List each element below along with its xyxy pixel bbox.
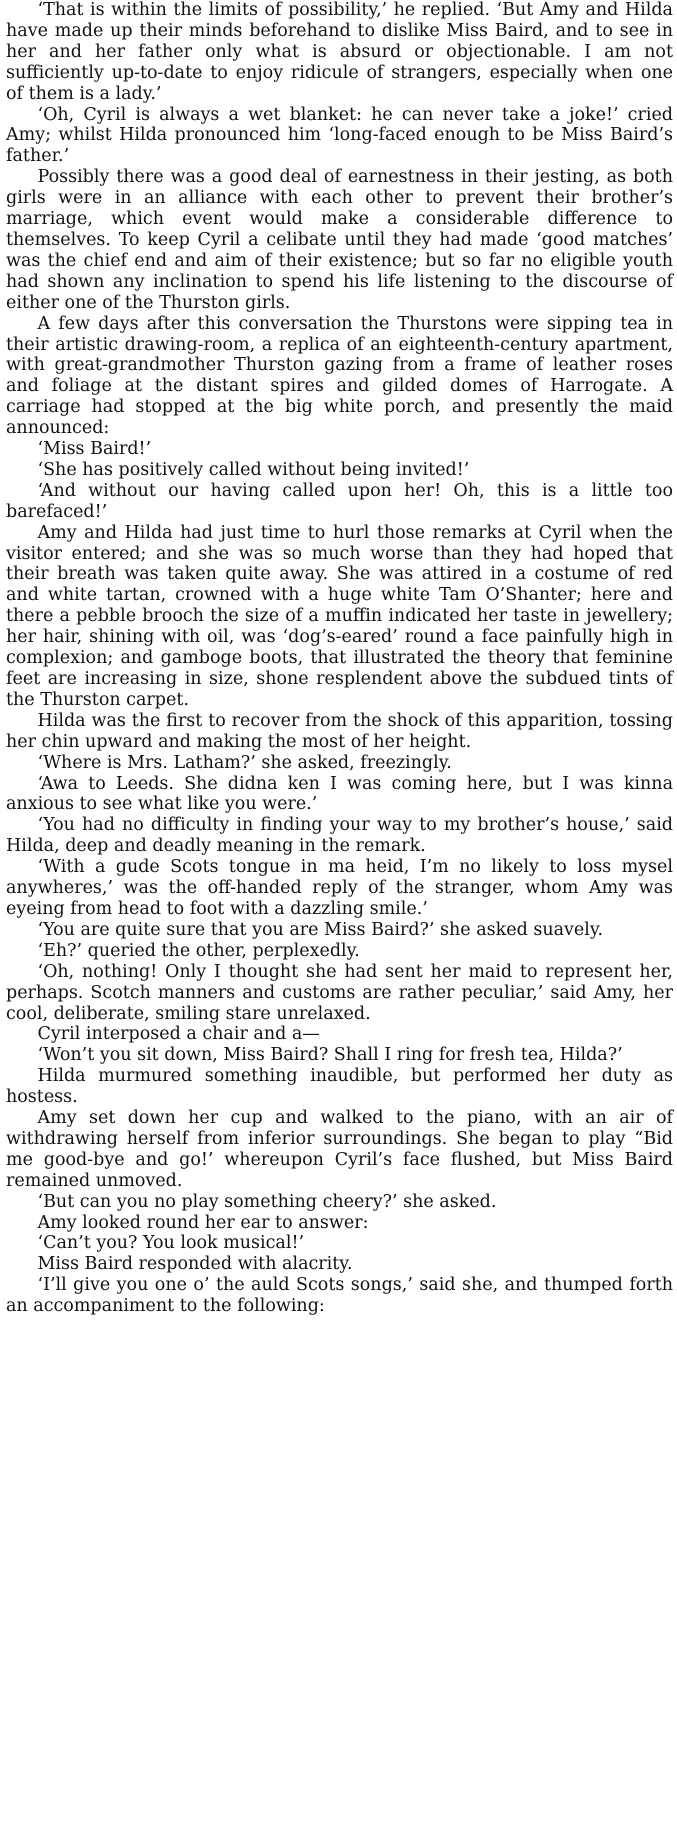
paragraph-11: ‘Awa to Leeds. She didna ken I was coming here, but I was kinna anxious to see what like you were.’ <box>6 773 673 815</box>
paragraph-1: ‘That is within the limits of possibility,’ he replied. ‘But Amy and Hilda have made up their minds beforehand to dislike Miss Baird, and to see in her and her father only what is absurd or objectionable. I am not sufficiently up-to-date to enjoy ridicule of strangers, especially when one of them is a lady.’ <box>6 0 673 104</box>
paragraph-7: ‘And without our having called upon her! Oh, this is a little too barefaced!’ <box>6 480 673 522</box>
paragraph-19: Hilda murmured something inaudible, but performed her duty as hostess. <box>6 1066 673 1108</box>
paragraph-14: ‘You are quite sure that you are Miss Baird?’ she asked suavely. <box>37 919 604 940</box>
paragraph-8: Amy and Hilda had just time to hurl those remarks at Cyril when the visitor entered; and she was so much worse than they had hoped that their breath was taken quite away. She was attired in a costume of red and white tartan, crowned with a huge white Tam O’Shanter; here and there a pebble brooch the size of a muffin indicated her taste in jewellery; her hair, shining with oil, was ‘dog’s-eared’ round a face painfully high in complexion; and gamboge boots, that illustrated the theory that feminine feet are increasing in size, shone resplendent above the subdued tints of the Thurston carpet. <box>6 522 673 710</box>
paragraph-10: ‘Where is Mrs. Latham?’ she asked, freezingly. <box>37 752 452 773</box>
paragraph-12: ‘You had no difficulty in finding your way to my brother’s house,’ said Hilda, deep and deadly meaning in the remark. <box>6 815 673 857</box>
paragraph-23: ‘Can’t you? You look musical!’ <box>37 1233 305 1254</box>
paragraph-5: ‘Miss Baird!’ <box>37 439 152 460</box>
paragraph-13: ‘With a gude Scots tongue in ma heid, I’m no likely to loss mysel anywheres,’ was the off-handed reply of the stranger, whom Amy was eyeing from head to foot with a dazzling smile.’ <box>6 857 673 919</box>
paragraph-2: ‘Oh, Cyril is always a wet blanket: he can never take a joke!’ cried Amy; whilst Hilda pronounced him ‘long-faced enough to be Miss Baird’s father.’ <box>6 104 673 167</box>
paragraph-24: Miss Baird responded with alacrity. <box>37 1254 353 1275</box>
paragraph-22: Amy looked round her ear to answer: <box>37 1212 369 1233</box>
paragraph-15: ‘Eh?’ queried the other, perplexedly. <box>37 940 360 961</box>
paragraph-18: ‘Won’t you sit down, Miss Baird? Shall I ring for fresh tea, Hilda?’ <box>37 1045 623 1066</box>
paragraph-25: ‘I’ll give you one o’ the auld Scots songs,’ said she, and thumped forth an accompaniment to the following: <box>6 1275 673 1317</box>
paragraph-9: Hilda was the first to recover from the shock of this apparition, tossing her chin upward and making the most of her height. <box>6 710 673 752</box>
paragraph-16: ‘Oh, nothing! Only I thought she had sent her maid to represent her, perhaps. Scotch manners and customs are rather peculiar,’ said Amy, her cool, deliberate, smiling stare unrelaxed. <box>6 961 673 1024</box>
paragraph-6: ‘She has positively called without being invited!’ <box>37 459 470 480</box>
paragraph-3: Possibly there was a good deal of earnestness in their jesting, as both girls were in an alliance with each other to prevent their brother’s marriage, which event would make a considerable difference to themselves. To keep Cyril a celibate until they had made ‘good matches’ was the chief end and aim of their existence; but so far no eligible youth had shown any inclination to spend his life listening to the discourse of either one of the Thurston girls. <box>6 167 673 313</box>
paragraph-17: Cyril interposed a chair and a— <box>37 1024 320 1045</box>
paragraph-21: ‘But can you no play something cheery?’ she asked. <box>37 1191 497 1212</box>
paragraph-4: A few days after this conversation the Thurstons were sipping tea in their artistic drawing-room, a replica of an eighteenth-century apartment, with great-grandmother Thurston gazing from a frame of leather roses and foliage at the distant spires and gilded domes of Harrogate. A carriage had stopped at the big white porch, and presently the maid announced: <box>6 313 673 439</box>
paragraph-20: Amy set down her cup and walked to the piano, with an air of withdrawing herself from inferior surroundings. She began to play “Bid me good-bye and go!’ whereupon Cyril’s face flushed, but Miss Baird remained unmoved. <box>6 1108 673 1191</box>
